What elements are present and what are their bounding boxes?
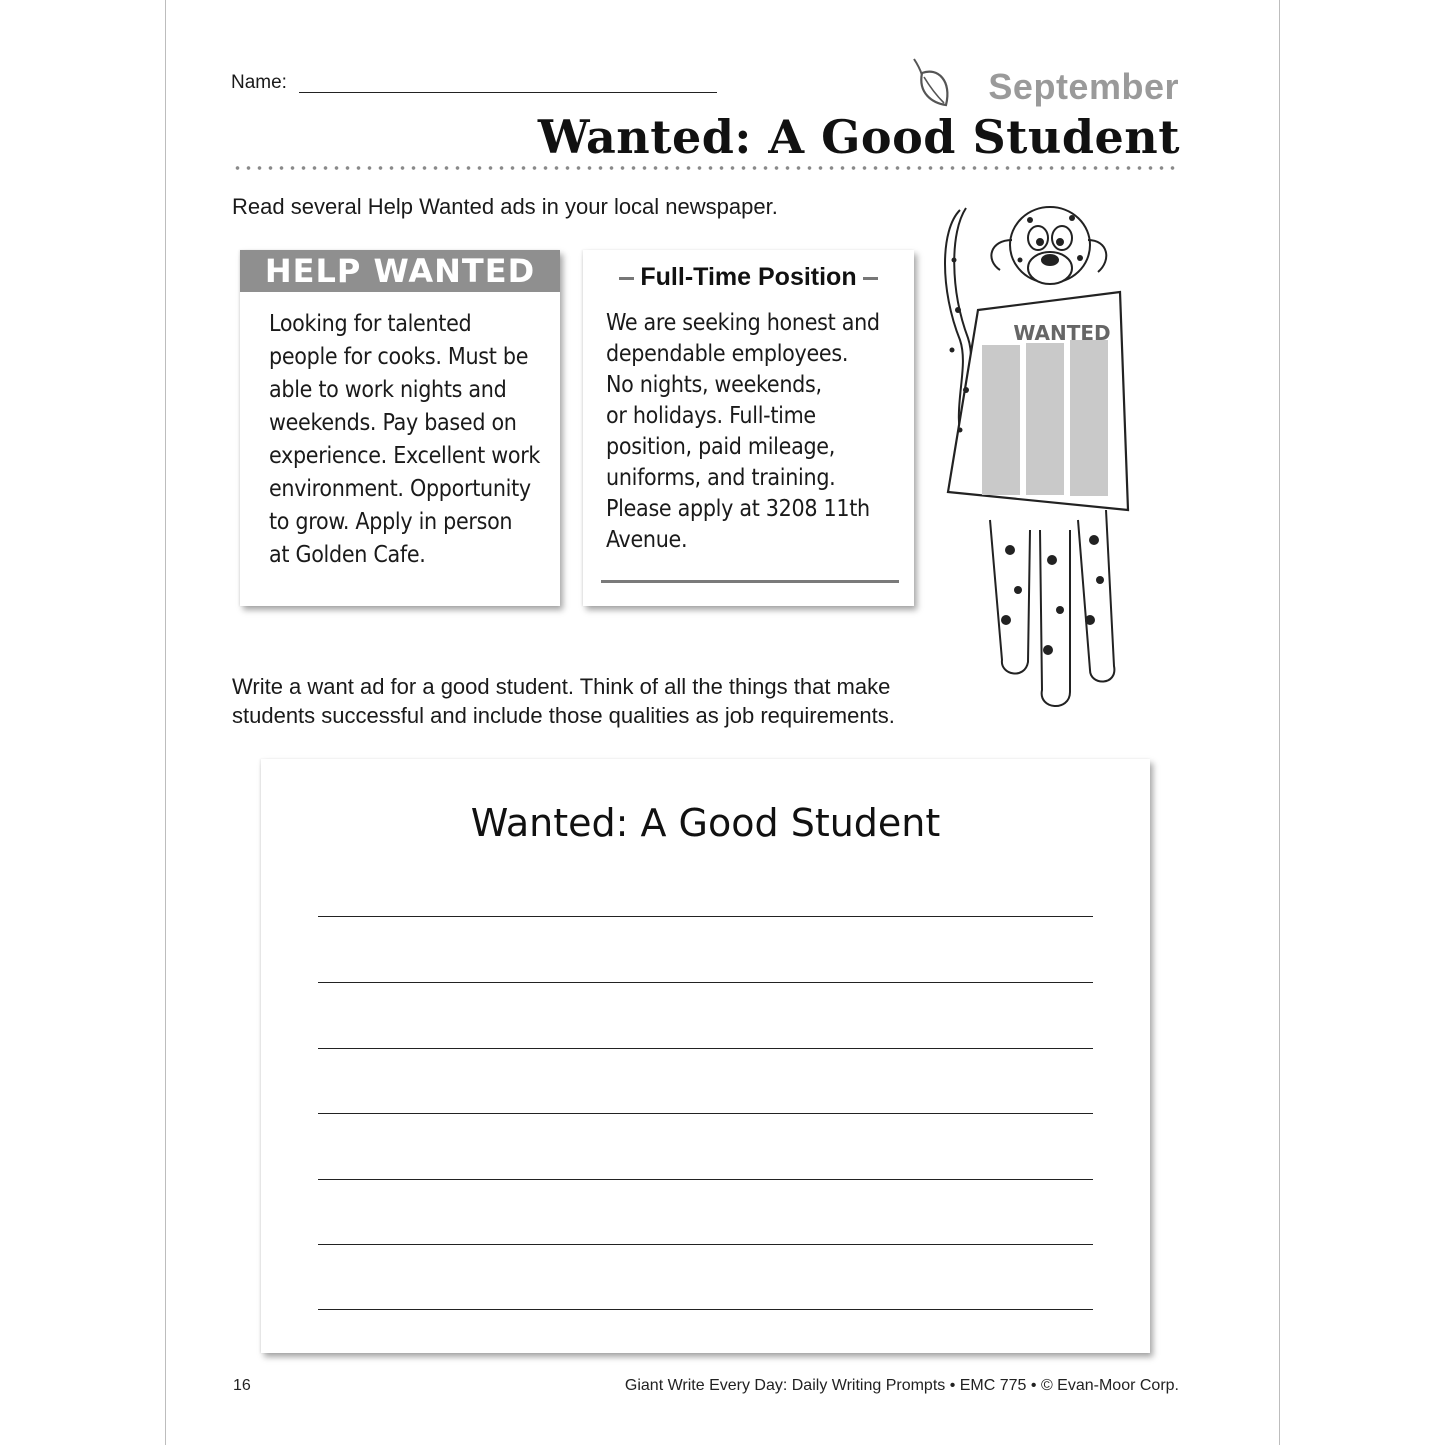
full-time-ad-card [583, 250, 914, 606]
instruction-write-ad: Write a want ad for a good student. Think of all the things that make students successful and include those qualities as job requirements. [232, 674, 895, 728]
footer-credit: Giant Write Every Day: Daily Writing Prompts • EMC 775 • © Evan-Moor Corp. [624, 1377, 1179, 1394]
ad-bottom-rule [601, 580, 899, 583]
full-time-heading-text: Full-Time Position [640, 263, 857, 291]
page-edge-right [1279, 0, 1280, 1445]
ad-line: to grow. Apply in person [269, 509, 513, 535]
writing-line[interactable] [318, 1113, 1093, 1114]
answer-box-title: Wanted: A Good Student [470, 801, 941, 845]
name-label: Name: [231, 72, 287, 93]
dash-right [863, 277, 878, 280]
help-wanted-ad-text [269, 308, 554, 572]
sign-text: WANTED [1013, 321, 1111, 345]
writing-line[interactable] [318, 1244, 1093, 1245]
ad-line: dependable employees. [606, 341, 849, 367]
ad-line: or holidays. Full-time [606, 403, 816, 429]
full-time-ad-text [606, 308, 906, 556]
writing-line[interactable] [318, 982, 1093, 983]
page-title: Wanted: A Good Student [537, 110, 1180, 164]
ad-line: people for cooks. Must be [269, 344, 529, 370]
writing-line[interactable] [318, 916, 1093, 917]
dash-left [619, 277, 634, 280]
ad-line: experience. Excellent work [269, 443, 541, 469]
ad-line: No nights, weekends, [606, 372, 822, 398]
full-time-heading [583, 263, 914, 292]
page-number: 16 [233, 1377, 251, 1394]
ad-line: Please apply at 3208 11th [606, 496, 870, 522]
writing-line[interactable] [318, 1179, 1093, 1180]
ad-line: uniforms, and training. [606, 465, 836, 491]
ad-line: Looking for talented [269, 311, 472, 337]
dotted-divider [232, 166, 1180, 170]
leaf-icon [908, 55, 954, 111]
writing-line[interactable] [318, 1048, 1093, 1049]
instruction-read-ads: Read several Help Wanted ads in your local newspaper. [232, 194, 778, 219]
name-field-line[interactable] [299, 92, 717, 93]
ad-line: environment. Opportunity [269, 476, 531, 502]
ad-line: position, paid mileage, [606, 434, 835, 460]
ad-line: able to work nights and [269, 377, 507, 403]
page-edge-left [165, 0, 166, 1445]
ad-line: at Golden Cafe. [269, 542, 426, 568]
month-label: September [988, 66, 1179, 107]
answer-box [261, 759, 1150, 1353]
dog-holding-wanted-sign-illustration [930, 200, 1150, 730]
ad-line: We are seeking honest and [606, 310, 880, 336]
help-wanted-banner: HELP WANTED [240, 250, 560, 292]
ad-line: weekends. Pay based on [269, 410, 517, 436]
ad-line: Avenue. [606, 527, 688, 553]
help-wanted-ad-card [240, 250, 560, 606]
writing-line[interactable] [318, 1309, 1093, 1310]
